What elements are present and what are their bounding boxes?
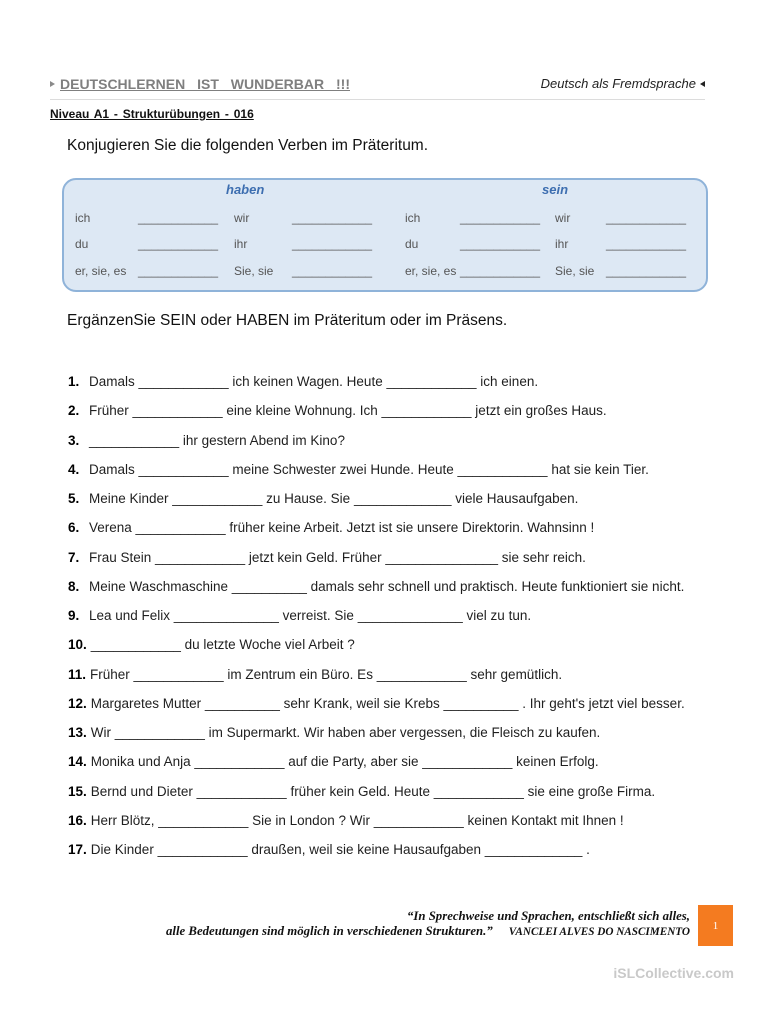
exercise-text: Verena ____________ früher keine Arbeit. Jetzt ist sie unsere Direktorin. Wahnsinn ! — [89, 520, 595, 536]
pronoun-label: Sie, sie — [555, 264, 595, 278]
exercise-number: 13. — [68, 725, 87, 740]
exercise-number: 14. — [68, 754, 87, 770]
header-subtitle: Deutsch als Fremdsprache — [540, 76, 696, 91]
exercise-item — [68, 513, 685, 542]
exercise-number: 6. — [68, 520, 80, 536]
exercise-text: Damals ____________ ich keinen Wagen. Heute ____________ ich einen. — [89, 374, 539, 389]
header-divider — [50, 99, 705, 100]
pronoun-label: ihr — [555, 237, 569, 251]
exercise-number: 2. — [68, 403, 80, 419]
exercise-item — [68, 426, 685, 455]
answer-blank: ____________ — [606, 211, 687, 225]
quote-line: “In Sprechweise und Sprachen, entschließt sich alles, — [407, 909, 690, 923]
triangle-left-icon — [700, 81, 705, 87]
answer-blank: ____________ — [460, 237, 541, 251]
header-left — [50, 76, 350, 92]
exercise-text: Margaretes Mutter __________ sehr Krank, weil sie Krebs __________ . Ihr geht's jetzt viel besser. — [90, 695, 685, 711]
exercise-text: ____________ du letzte Woche viel Arbeit ? — [90, 637, 355, 653]
exercise-item — [68, 660, 685, 689]
exercise-text: Damals ____________ meine Schwester zwei Hunde. Heute ____________ hat sie kein Tier. — [89, 461, 649, 477]
page-number-badge — [698, 905, 733, 946]
level-label: Niveau A1 - Strukturübungen - 016 — [50, 107, 254, 121]
exercise-number: 15. — [68, 783, 87, 799]
exercise-number: 7. — [68, 549, 80, 565]
answer-blank: ____________ — [138, 211, 219, 225]
exercise-item — [68, 543, 685, 572]
exercise-item — [68, 455, 685, 484]
quote-author: VANCLEI ALVES DO NASCIMENTO — [508, 926, 690, 938]
exercise-text: ____________ ihr gestern Abend im Kino? — [89, 432, 345, 448]
pronoun-label: ich — [75, 211, 91, 225]
exercise-text: Früher ____________ im Zentrum ein Büro. Es ____________ sehr gemütlich. — [90, 666, 563, 682]
exercise-item — [68, 718, 685, 747]
exercise-item — [68, 747, 685, 776]
pronoun-label: wir — [555, 211, 571, 225]
pronoun-label: Sie, sie — [234, 264, 274, 278]
exercise-item — [68, 484, 685, 513]
exercise-text: Früher ____________ eine kleine Wohnung. Ich ____________ jetzt ein großes Haus. — [89, 403, 607, 419]
exercise-number: 10. — [68, 637, 87, 653]
exercise-number: 17. — [68, 842, 87, 857]
exercise-text: Frau Stein ____________ jetzt kein Geld. Früher _______________ sie sehr reich. — [89, 549, 586, 565]
exercise-number: 8. — [68, 578, 80, 594]
quote — [166, 909, 690, 940]
quote-line — [166, 924, 690, 940]
exercise-item — [68, 630, 685, 659]
exercise-text: Meine Kinder ____________ zu Hause. Sie _____________ viele Hausaufgaben. — [89, 491, 579, 506]
exercise-number: 3. — [68, 432, 80, 448]
conjugation-table — [62, 178, 708, 292]
answer-blank: ____________ — [606, 237, 687, 251]
exercise-text: Monika und Anja ____________ auf die Party, aber sie ____________ keinen Erfolg. — [90, 754, 599, 770]
exercise-text: Lea und Felix ______________ verreist. Sie ______________ viel zu tun. — [89, 608, 532, 623]
task-instruction: Konjugieren Sie die folgenden Verben im Präteritum. — [67, 137, 429, 154]
header-title: DEUTSCHLERNEN IST WUNDERBAR !!! — [60, 76, 350, 92]
exercise-text: Herr Blötz, ____________ Sie in London ? Wir ____________ keinen Kontakt mit Ihnen ! — [90, 812, 624, 828]
exercise-text: Die Kinder ____________ draußen, weil sie keine Hausaufgaben _____________ . — [90, 842, 590, 857]
exercise-item — [68, 367, 685, 396]
pronoun-label: er, sie, es — [75, 264, 127, 278]
exercise-item — [68, 806, 685, 835]
watermark: iSLCollective.com — [613, 965, 734, 981]
exercise-list — [68, 367, 685, 864]
exercise-item — [68, 396, 685, 425]
verb-heading: haben — [226, 182, 265, 197]
pronoun-label: du — [405, 237, 419, 251]
answer-blank: ____________ — [460, 264, 541, 278]
answer-blank: ____________ — [292, 264, 373, 278]
exercise-number: 12. — [68, 695, 87, 711]
header-right — [541, 76, 705, 92]
exercise-item — [68, 777, 685, 806]
verb-heading: sein — [542, 182, 569, 197]
exercise-item — [68, 835, 685, 864]
exercise-number: 1. — [68, 374, 80, 389]
exercise-text: Wir ____________ im Supermarkt. Wir haben aber vergessen, die Fleisch zu kaufen. — [90, 725, 601, 740]
page-number: 1 — [712, 919, 719, 932]
quote-text: alle Bedeutungen sind möglich in verschiedenen Strukturen.” — [166, 924, 493, 938]
exercise-number: 4. — [68, 461, 80, 477]
exercise-item — [68, 689, 685, 718]
pronoun-label: wir — [234, 211, 250, 225]
exercise-number: 16. — [68, 812, 87, 828]
answer-blank: ____________ — [606, 264, 687, 278]
pronoun-label: ich — [405, 211, 421, 225]
answer-blank: ____________ — [292, 237, 373, 251]
exercise-item — [68, 601, 685, 630]
answer-blank: ____________ — [460, 211, 541, 225]
triangle-right-icon — [50, 81, 55, 87]
answer-blank: ____________ — [138, 237, 219, 251]
exercise-text: Bernd und Dieter ____________ früher kein Geld. Heute ____________ sie eine große Firma. — [90, 783, 656, 799]
exercise-number: 9. — [68, 608, 80, 623]
pronoun-label: er, sie, es — [405, 264, 457, 278]
exercise-text: Meine Waschmaschine __________ damals sehr schnell und praktisch. Heute funktioniert sie nicht. — [89, 578, 685, 594]
pronoun-label: ihr — [234, 237, 248, 251]
pronoun-label: du — [75, 237, 89, 251]
exercise-number: 5. — [68, 491, 80, 506]
exercise-number: 11. — [68, 666, 87, 682]
task-instruction: ErgänzenSie SEIN oder HABEN im Präteritum oder im Präsens. — [67, 312, 508, 329]
exercise-item — [68, 572, 685, 601]
answer-blank: ____________ — [138, 264, 219, 278]
answer-blank: ____________ — [292, 211, 373, 225]
